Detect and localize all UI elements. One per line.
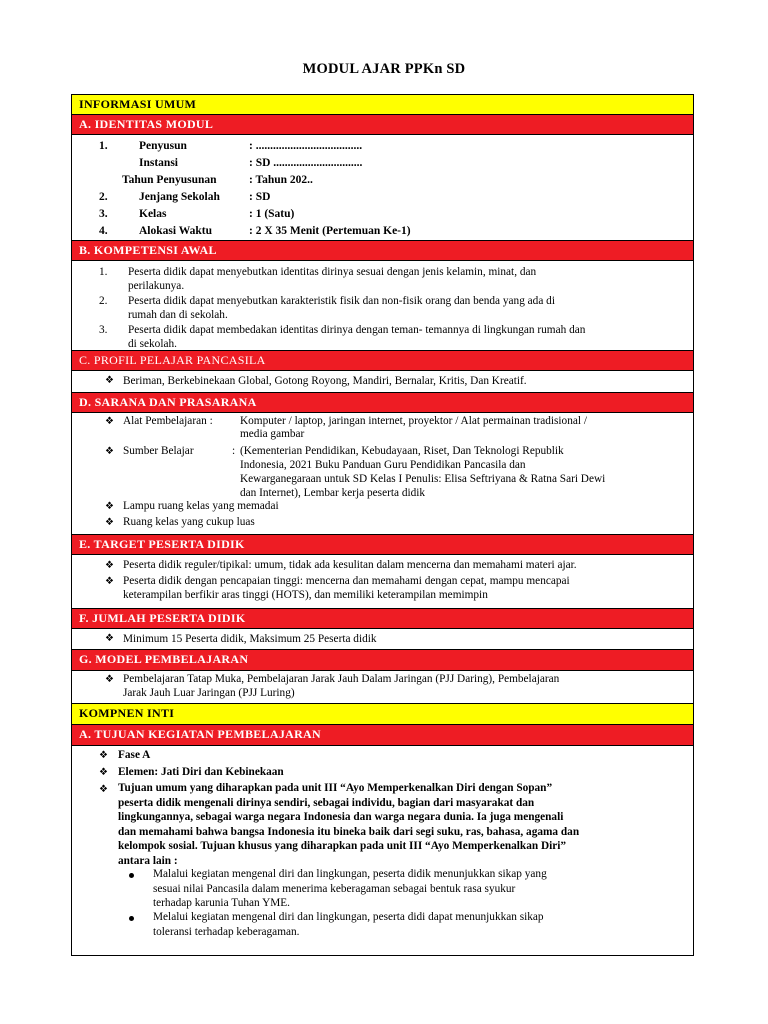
identitas-value: : SD ...............................	[249, 157, 363, 169]
kompetensi-number: 1.	[99, 266, 108, 278]
tujuan-text-line: Tujuan umum yang diharapkan pada unit III “Ayo Memperkenalkan Diri dengan Sopan”	[118, 782, 553, 794]
alat-text-line: media gambar	[240, 428, 305, 440]
tujuan-text-line: kelompok sosial. Tujuan khusus yang diharapkan pada unit III “Ayo Memperkenalkan Diri”	[118, 840, 567, 852]
tujuan-bullet-line: Malalui kegiatan mengenal diri dan lingkungan, peserta didik menunjukkan sikap yang	[153, 868, 547, 880]
header-identitas-label: A. IDENTITAS MODUL	[79, 117, 214, 131]
identitas-row	[72, 174, 672, 191]
header-sarana-label: D. SARANA DAN PRASARANA	[79, 395, 257, 409]
header-kompetensi-awal	[72, 241, 693, 261]
jumlah-text: Minimum 15 Peserta didik, Maksimum 25 Peserta didik	[123, 633, 377, 645]
identitas-value: : 1 (Satu)	[249, 208, 295, 220]
identitas-number: 3.	[99, 208, 108, 220]
target-text-line: Peserta didik reguler/tipikal: umum, tidak ada kesulitan dalam mencerna dan memahami materi ajar.	[123, 559, 577, 571]
identitas-number: 2.	[99, 191, 108, 203]
header-target-peserta	[72, 535, 693, 555]
diamond-bullet-icon: ❖	[105, 416, 114, 427]
header-jumlah-label: F. JUMLAH PESERTA DIDIK	[79, 611, 246, 625]
diamond-bullet-icon: ❖	[105, 576, 114, 587]
header-model-pembelajaran	[72, 650, 693, 671]
sumber-text-line: Indonesia, 2021 Buku Panduan Guru Pendidikan Pancasila dan	[240, 459, 526, 471]
sumber-colon: :	[232, 445, 236, 457]
document-title: MODUL AJAR PPKn SD	[302, 61, 466, 77]
identitas-label: Instansi	[139, 157, 178, 169]
sarana-body	[72, 413, 693, 535]
identitas-value: : SD	[249, 191, 271, 203]
header-target-label: E. TARGET PESERTA DIDIK	[79, 537, 245, 551]
profil-body	[72, 371, 693, 393]
identitas-value: : Tahun 202..	[249, 174, 313, 186]
identitas-value: : .....................................	[249, 140, 363, 152]
kompetensi-text-line: Peserta didik dapat menyebutkan karakteristik fisik dan non-fisik orang dan benda yang ada di	[128, 295, 555, 307]
kompetensi-text-line: Peserta didik dapat membedakan identitas dirinya dengan teman- temannya di lingkungan rumah dan	[128, 324, 586, 336]
diamond-bullet-icon: ❖	[99, 784, 108, 795]
sumber-text-line: dan Internet), Lembar kerja peserta didik	[240, 487, 426, 499]
identitas-value: : 2 X 35 Menit (Pertemuan Ke-1)	[249, 225, 411, 237]
diamond-bullet-icon: ❖	[105, 633, 114, 644]
header-identitas-modul	[72, 115, 693, 135]
tujuan-text-line: antara lain :	[118, 854, 178, 867]
diamond-bullet-icon: ❖	[105, 446, 114, 457]
diamond-bullet-icon: ❖	[105, 560, 114, 571]
kompetensi-text-line: perilakunya.	[128, 280, 185, 292]
tujuan-text-line: lingkungannya, sebagai warga negara Indonesia dan warga negara dunia. Ia juga mengenali	[118, 811, 564, 823]
kompetensi-text-line: di sekolah.	[128, 338, 177, 350]
diamond-bullet-icon: ❖	[105, 517, 114, 528]
header-jumlah-peserta	[72, 609, 693, 629]
tujuan-bullet-line: Melalui kegiatan mengenal diri dan lingkungan, peserta didi dapat menunjukkan sikap	[153, 911, 544, 923]
tujuan-bullet-line: terhadap karunia Tuhan YME.	[153, 897, 291, 909]
header-sarana-prasarana	[72, 393, 693, 413]
kompetensi-text-line: rumah dan di sekolah.	[128, 309, 228, 321]
header-profil-label: C. PROFIL PELAJAR PANCASILA	[79, 353, 266, 367]
identitas-row	[72, 140, 672, 157]
identitas-label: Penyusun	[139, 140, 187, 152]
identitas-label: Alokasi Waktu	[139, 225, 212, 237]
header-tujuan-kegiatan	[72, 725, 693, 746]
identitas-label: Jenjang Sekolah	[139, 191, 220, 203]
tujuan-bullet-line: sesuai nilai Pancasila dalam menerima keberagaman sebagai bentuk rasa syukur	[153, 882, 516, 895]
sumber-label: Sumber Belajar	[123, 445, 194, 457]
identitas-row	[72, 225, 672, 242]
identitas-row	[72, 191, 672, 208]
model-text-line: Jarak Jauh Luar Jaringan (PJJ Luring)	[123, 687, 295, 699]
tujuan-body	[72, 746, 693, 955]
identitas-label: Tahun Penyusunan	[122, 174, 217, 186]
header-komponen-inti: KOMPNEN INTI	[72, 704, 693, 725]
identitas-body	[72, 135, 693, 241]
header-tujuan-label: A. TUJUAN KEGIATAN PEMBELAJARAN	[79, 727, 321, 741]
diamond-bullet-icon: ❖	[99, 750, 108, 761]
target-text-line: keterampilan berfikir aras tinggi (HOTS), dan memiliki keterampilan memimpin	[123, 589, 488, 601]
diamond-bullet-icon: ❖	[105, 674, 114, 685]
jumlah-body	[72, 629, 693, 650]
tujuan-text-line: dan memahami bahwa bangsa Indonesia itu bineka baik dari segi suku, ras, bahasa, agama dan	[118, 825, 580, 838]
kompetensi-number: 3.	[99, 324, 108, 336]
tujuan-text-line: peserta didik mengenali dirinya sendiri, sebagai individu, bagian dari masyarakat dan	[118, 796, 535, 809]
profil-text: Beriman, Berkebinekaan Global, Gotong Royong, Mandiri, Bernalar, Kritis, Dan Kreatif.	[123, 375, 527, 387]
header-kompetensi-label: B. KOMPETENSI AWAL	[79, 243, 217, 257]
header-profil-pelajar	[72, 351, 693, 371]
model-text-line: Pembelajaran Tatap Muka, Pembelajaran Jarak Jauh Dalam Jaringan (PJJ Daring), Pembelajaran	[123, 673, 560, 685]
diamond-bullet-icon: ❖	[105, 501, 114, 512]
identitas-number: 1.	[99, 140, 108, 152]
kompetensi-body	[72, 261, 693, 351]
sumber-text-line: Kewarganegaraan untuk SD Kelas I Penulis: Elisa Seftriyana & Ratna Sari Dewi	[240, 473, 606, 485]
identitas-number: 4.	[99, 225, 108, 237]
tujuan-bullet-line: toleransi terhadap keberagaman.	[153, 925, 300, 938]
header-model-label: G. MODEL PEMBELAJARAN	[79, 652, 249, 666]
target-body	[72, 555, 693, 609]
diamond-bullet-icon: ❖	[99, 767, 108, 778]
ruang-text: Ruang kelas yang cukup luas	[123, 516, 255, 528]
fase-text: Fase A	[118, 749, 151, 761]
kompetensi-text-line: Peserta didik dapat menyebutkan identitas dirinya sesuai dengan jenis kelamin, minat, dan	[128, 266, 537, 278]
lampu-text: Lampu ruang kelas yang memadai	[123, 500, 279, 512]
elemen-text: Elemen: Jati Diri dan Kebinekaan	[118, 766, 284, 778]
sumber-text-line: (Kementerian Pendidikan, Kebudayaan, Riset, Dan Teknologi Republik	[240, 445, 564, 457]
header-informasi-umum: INFORMASI UMUM	[72, 95, 693, 115]
alat-text-line: Komputer / laptop, jaringan internet, proyektor / Alat permainan tradisional /	[240, 415, 587, 427]
dot-bullet-icon	[129, 916, 134, 921]
alat-label: Alat Pembelajaran :	[123, 415, 213, 427]
diamond-bullet-icon: ❖	[105, 375, 114, 386]
dot-bullet-icon	[129, 873, 134, 878]
target-text-line: Peserta didik dengan pencapaian tinggi: mencerna dan memahami dengan cepat, mampu mencapai	[123, 575, 570, 587]
identitas-row	[72, 208, 672, 225]
identitas-label: Kelas	[139, 208, 167, 220]
kompetensi-number: 2.	[99, 295, 108, 307]
identitas-row	[72, 157, 672, 174]
module-table	[71, 94, 694, 956]
model-body	[72, 671, 693, 704]
